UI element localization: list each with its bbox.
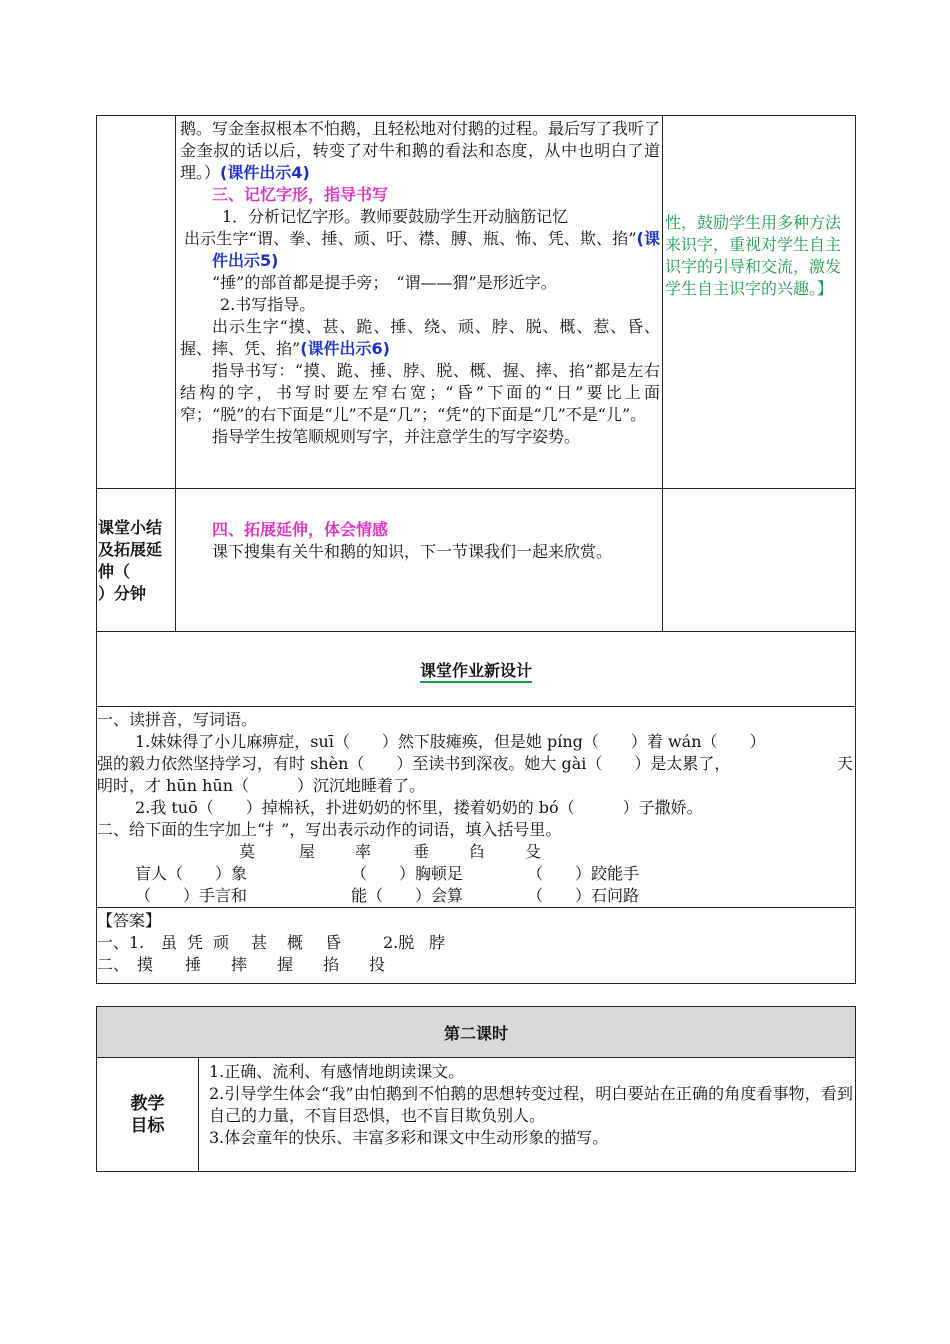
question-line: 明时，才 hūn hūn（ ）沉沉地睡着了。: [97, 776, 426, 795]
courseware-link: (课件出示6): [300, 339, 390, 358]
char-item: 率: [355, 842, 372, 861]
question-line-end: 天: [836, 754, 853, 773]
answer-word: 昏: [325, 933, 342, 952]
answer-word: 顽: [213, 933, 230, 952]
goals-content-cell: [199, 1058, 856, 1172]
answer-word: 摸: [137, 955, 154, 974]
lesson-paragraph: 出示生字“摸、甚、跪、捶、绕、顽、脖、脱、概、惹、昏、握、摔、凭、掐”(课件出示6): [180, 317, 660, 358]
fill-item: （ ）跤能手: [527, 864, 640, 883]
lesson-content-cell: [176, 116, 663, 489]
question-title: 二、给下面的生字加上“扌”，写出表示动作的词语，填入括号里。: [97, 820, 562, 839]
second-lesson-table: [96, 1006, 856, 1172]
design-note-cell: [663, 116, 856, 489]
summary-text: 课下搜集有关牛和鹅的知识，下一节课我们一起来欣赏。: [212, 542, 613, 561]
lesson-paragraph: “捶”的部首都是提手旁； “谓——猬”是形近字。: [212, 273, 557, 292]
answer-word: 捶: [185, 955, 202, 974]
answers-title: 【答案】: [97, 911, 162, 930]
fill-item: 能（ ）会算: [351, 886, 464, 905]
fill-item: 盲人（ ）象: [135, 864, 248, 883]
lesson-paragraph: 1．分析记忆字形。教师要鼓励学生开动脑筋记忆: [222, 207, 569, 226]
summary-content-cell: [176, 489, 663, 632]
answers-cell: [97, 908, 856, 984]
fill-row: [97, 885, 855, 907]
summary-label-cell: [97, 489, 176, 632]
answer-word: 掐: [323, 955, 340, 974]
question-title: 一、读拼音，写词语。: [97, 710, 258, 729]
second-lesson-title-row: [97, 1007, 856, 1058]
answers-row: [97, 908, 856, 984]
answer-word: 脖: [429, 933, 446, 952]
answer-word: 凭: [187, 933, 204, 952]
section-title: 三、记忆字形，指导书写: [212, 185, 389, 204]
answer-word: 概: [287, 933, 304, 952]
char-item: 莫: [239, 842, 256, 861]
homework-cell: [97, 707, 856, 908]
char-item: 臽: [469, 842, 486, 861]
answer-word: 甚: [251, 933, 268, 952]
char-item: 屋: [299, 842, 316, 861]
homework-title: 课堂作业新设计: [420, 661, 532, 683]
second-lesson-title-cell: [97, 1007, 856, 1058]
courseware-link: (课件出示5): [212, 229, 660, 270]
char-item: 殳: [525, 842, 542, 861]
fill-item: （ ）石问路: [527, 886, 640, 905]
char-item: 垂: [413, 842, 430, 861]
fill-row: [97, 863, 855, 885]
answer-label: 二、: [97, 955, 130, 974]
answer-word: 摔: [231, 955, 248, 974]
lesson-paragraph: 2.书写指导。: [220, 295, 316, 314]
goals-row: [97, 1058, 856, 1172]
second-lesson-title: 第二课时: [444, 1023, 509, 1043]
answer-label: 2.脱: [383, 933, 415, 952]
char-row: [97, 841, 855, 863]
answer-line: [97, 932, 855, 954]
row-label-cell: [97, 116, 176, 489]
homework-title-cell: [97, 632, 856, 707]
answer-word: 握: [277, 955, 294, 974]
lesson-paragraph: 鹅。写金奎叔根本不怕鹅，且轻松地对付鹅的过程。最后写了我听了金奎叔的话以后，转变了对牛和鹅的看法和态度，从中也明白了道理。）(课件出示4): [180, 119, 661, 182]
question-line: 2.我 tuō（ ）掉棉袄，扑进奶奶的怀里，搂着奶奶的 bó（ ）子撒娇。: [135, 798, 703, 817]
courseware-link: (课件出示4): [220, 163, 310, 182]
fill-item: （ ）胸顿足: [351, 864, 464, 883]
homework-title-row: [97, 632, 856, 707]
answer-word: 虽: [161, 933, 178, 952]
lesson-paragraph: 出示生字“谓、拳、捶、顽、吁、襟、膊、瓶、怖、凭、欺、掐”(课件出示5): [184, 229, 660, 270]
fill-item: （ ）手言和: [135, 886, 248, 905]
goal-item: 2.引导学生体会“我”由怕鹅到不怕鹅的思想转变过程，明白要站在正确的角度看事物，看到自己的力量，不盲目恐惧，也不盲目欺负别人。: [209, 1084, 854, 1125]
summary-label: 课堂小结 及拓展延 伸（ ）分钟: [98, 518, 163, 603]
homework-row: [97, 707, 856, 908]
summary-row: [97, 489, 856, 632]
summary-note-cell: [663, 489, 856, 632]
goal-item: 1.正确、流利、有感情地朗读课文。: [209, 1062, 465, 1081]
question-line: 1.妹妹得了小儿麻痹症，suī（ ）然下肢瘫痪，但是她 píng（ ）着 wán（ ）: [135, 732, 766, 751]
answer-line: [97, 954, 855, 976]
lesson-row: [97, 116, 856, 489]
answer-label: 一、1.: [97, 933, 145, 952]
lesson-paragraph: 指导学生按笔顺规则写字，并注意学生的写字姿势。: [212, 427, 581, 446]
lesson-table: [96, 115, 856, 984]
lesson-paragraph: 指导书写：“摸、跪、捶、脖、脱、概、握、摔、掐”都是左右结构的字，书写时要左窄右宽；“昏”下面的“日”要比上面窄；“脱”的右下面是“儿”不是“几”；“凭”的下面是“几”不是“儿”。: [180, 361, 660, 424]
goals-label-cell: [97, 1058, 199, 1172]
goals-label: 教学 目标: [130, 1093, 165, 1136]
section-title: 四、拓展延伸，体会情感: [212, 520, 389, 539]
question-line: 强的毅力依然坚持学习，有时 shèn（ ）至读书到深夜。她大 gài（ ）是太累了，: [97, 754, 731, 773]
goal-item: 3.体会童年的快乐、丰富多彩和课文中生动形象的描写。: [209, 1128, 609, 1147]
answer-word: 投: [369, 955, 386, 974]
design-note: 性，鼓励学生用多种方法来识字，重视对学生自主识字的引导和交流，激发学生自主识字的兴趣。】: [665, 213, 842, 298]
